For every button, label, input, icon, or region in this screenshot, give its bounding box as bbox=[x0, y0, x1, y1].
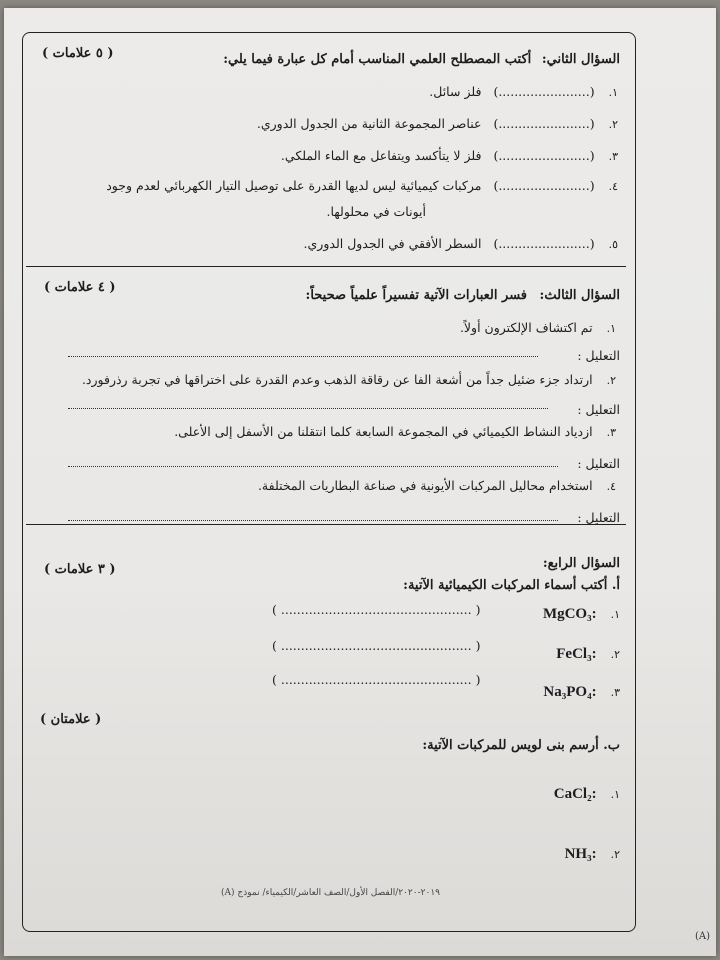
q4a-item-2: ٢. :FeCl₃ bbox=[556, 646, 620, 662]
q2-title: السؤال الثاني: bbox=[541, 52, 620, 67]
q4-marks: ( ٣ علامات ) bbox=[44, 562, 116, 577]
answer-line[interactable] bbox=[68, 520, 558, 521]
q3-reason-label-3: التعليل : bbox=[577, 456, 620, 471]
q4a-blank-1[interactable]: ( ................................................ ) bbox=[272, 602, 481, 617]
q4-partB-instruction: ب. أرسم بنى لويس للمركبات الآتية: bbox=[422, 738, 620, 753]
q2-item-5: ٥. (.......................) السطر الأفقي في الجدول الدوري. bbox=[303, 236, 618, 251]
q4-title: السؤال الرابع: bbox=[542, 556, 620, 571]
q3-reason-label-4: التعليل : bbox=[577, 510, 620, 525]
q2-instruction: أكتب المصطلح العلمي المناسب أمام كل عبارة فيما يلي: bbox=[223, 52, 532, 67]
q3-title: السؤال الثالث: bbox=[539, 288, 620, 303]
q4a-blank-3[interactable]: ( ................................................ ) bbox=[272, 672, 481, 687]
q4b-marks: ( علامتان ) bbox=[40, 712, 102, 727]
divider-q2 bbox=[26, 266, 626, 267]
q4a-item-3: ٣. :Na₃PO₄ bbox=[543, 684, 620, 700]
page-tab-label: (A) bbox=[694, 931, 710, 942]
q2-marks: ( ٥ علامات ) bbox=[42, 46, 114, 61]
answer-line[interactable] bbox=[68, 466, 558, 467]
divider-q3 bbox=[26, 524, 626, 525]
q3-instruction: فسر العبارات الآتية تفسيراً علمياً صحيحاً: bbox=[305, 288, 528, 303]
q4b-item-1: ١. :CaCl₂ bbox=[553, 786, 620, 802]
q4a-blank-2[interactable]: ( ................................................ ) bbox=[272, 638, 481, 653]
q4b-item-2: ٢. :NH₃ bbox=[564, 846, 620, 862]
q2-item-4: ٤. (.......................) مركبات كيميائية ليس لديها القدرة على توصيل التيار الكهربائي لعدم وجود bbox=[106, 178, 618, 193]
q2-item-4-continued: أيونات في محلولها. bbox=[326, 204, 426, 219]
q3-reason-label-2: التعليل : bbox=[577, 402, 620, 417]
q3-item-1: ١. تم اكتشاف الإلكترون أولاً. bbox=[459, 320, 616, 335]
q3-header bbox=[306, 288, 620, 303]
q4a-item-1: ١. :MgCO₃ bbox=[542, 606, 620, 622]
q3-item-4: ٤. استخدام محاليل المركبات الأيونية في صناعة البطاريات المختلفة. bbox=[257, 478, 616, 493]
answer-line[interactable] bbox=[68, 356, 538, 357]
q2-header bbox=[223, 52, 620, 67]
q2-item-2: ٢. (.......................) عناصر المجموعة الثانية من الجدول الدوري. bbox=[256, 116, 618, 131]
q3-marks: ( ٤ علامات ) bbox=[44, 280, 116, 295]
exam-page bbox=[4, 8, 716, 956]
page-footer: ٢٠١٩-٢٠٢٠/الفصل الأول/الصف العاشر/الكيمياء/ نموذج (A) bbox=[221, 888, 440, 898]
q3-item-2: ٢. ارتداد جزء ضئيل جداً من أشعة الفا عن رقاقة الذهب وعدم القدرة على اختراقها في تجربة رذرفورد. bbox=[81, 372, 616, 387]
q2-item-1: ١. (.......................) فلز سائل. bbox=[429, 84, 618, 99]
q3-item-3: ٣. ازدياد النشاط الكيميائي في المجموعة السابعة كلما انتقلنا من الأسفل إلى الأعلى. bbox=[174, 424, 616, 439]
q4-partA-instruction: أ. أكتب أسماء المركبات الكيميائية الآتية: bbox=[403, 578, 620, 593]
q2-item-3: ٣. (.......................) فلز لا يتأكسد ويتفاعل مع الماء الملكي. bbox=[280, 148, 618, 163]
answer-line[interactable] bbox=[68, 408, 548, 409]
q3-reason-label-1: التعليل : bbox=[577, 348, 620, 363]
